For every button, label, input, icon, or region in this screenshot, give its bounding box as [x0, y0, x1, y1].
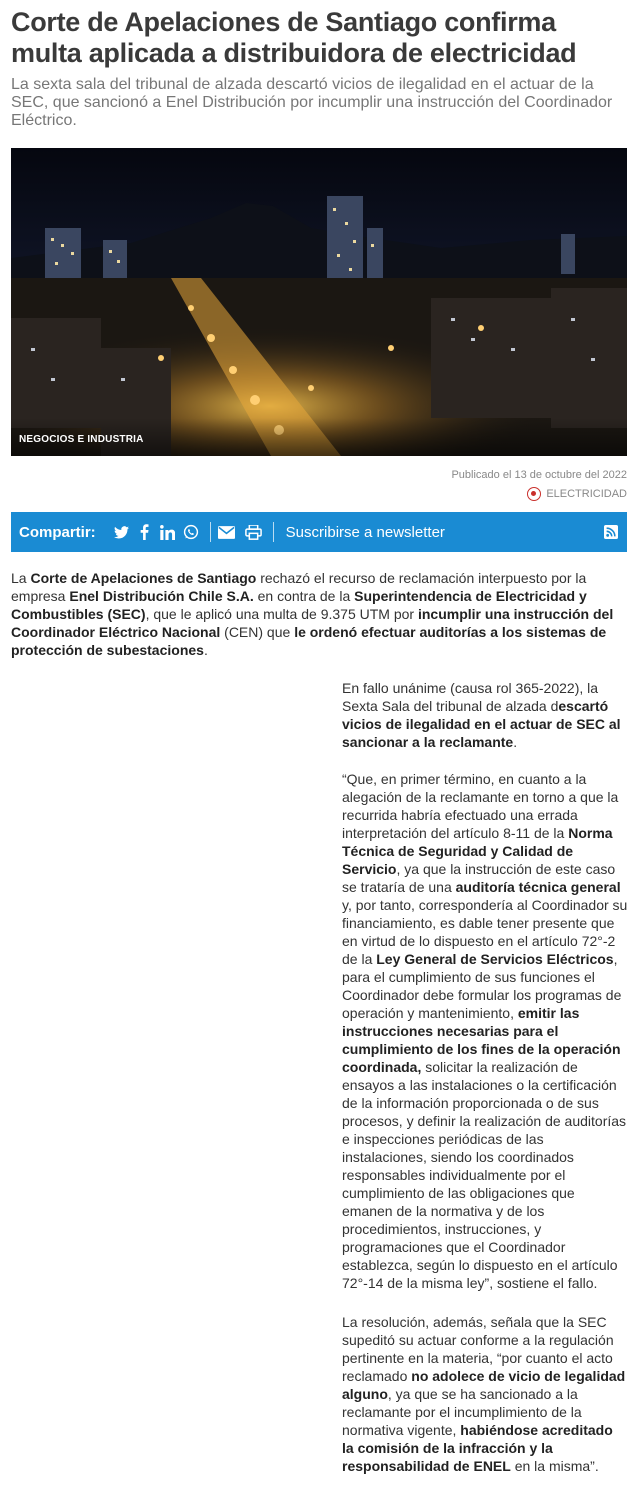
linkedin-icon[interactable]	[158, 522, 178, 542]
share-bar	[11, 512, 627, 552]
lead-paragraph: La Corte de Apelaciones de Santiago rechazó el recurso de reclamación interpuesto por la empresa Enel Distribución Chile S.A. en contra de la Superintendencia de Electricidad y Combustibles (SEC), que le aplicó una multa de 9.375 UTM por incumplir una instrucción del Coordinador Eléctrico Nacional (CEN) que le ordenó efectuar auditorías a los sistemas de protección de subestaciones.	[11, 570, 614, 658]
hero-category-label[interactable]: NEGOCIOS E INDUSTRIA	[19, 434, 144, 445]
category-dot-icon	[527, 487, 541, 501]
category-label: ELECTRICIDAD	[546, 488, 627, 500]
body-paragraph-2: “Que, en primer término, en cuanto a la alegación de la reclamante en torno a que la recurrida habría efectuado una errada interpretación del artículo 8-11 de la Norma Técnica de Seguridad y Calidad de Servicio, ya que la instrucción de este caso se trataría de una auditoría técnica general y, por tanto, correspondería al Coordinador su financiamiento, es dable tener presente que en virtud de lo dispuesto en el artículo 72°-2 de la Ley General de Servicios Eléctricos, para el cumplimiento de sus funciones el Coordinador debe formular los programas de operación y mantenimiento, emitir las instrucciones necesarias para el cumplimiento de los fines de la operación coordinada, solicitar la realización de ensayos a las instalaciones o la certificación de la información proporcionada o de sus procesos, y definir la realización de auditorías e inspecciones periódicas de las instalaciones, siendo los coordinados responsables individualmente por el cumplimiento de las obligaciones que emanen de la normativa y de los procedimientos, instrucciones, y programaciones que el Coordinador establezca, según lo dispuesto en el artículo 72°-14 de la misma ley”, sostiene el fallo.	[342, 771, 628, 1291]
category-link[interactable]	[527, 486, 627, 502]
article-title: Corte de Apelaciones de Santiago confirma multa aplicada a distribuidora de electricidad	[11, 7, 577, 68]
facebook-icon[interactable]	[135, 522, 155, 542]
share-divider	[210, 522, 211, 542]
print-icon[interactable]	[244, 522, 264, 542]
body-paragraph-1: En fallo unánime (causa rol 365-2022), la Sexta Sala del tribunal de alzada descartó vicios de ilegalidad en el actuar de SEC al sancionar a la reclamante.	[342, 680, 621, 750]
whatsapp-icon[interactable]	[181, 522, 201, 542]
rss-icon[interactable]	[604, 525, 618, 539]
share-divider	[273, 522, 274, 542]
twitter-icon[interactable]	[112, 522, 132, 542]
newsletter-link[interactable]: Suscribirse a newsletter	[285, 523, 445, 541]
mail-icon[interactable]	[217, 522, 237, 542]
hero-category-overlay	[11, 418, 627, 456]
hero-image	[11, 148, 627, 456]
share-label: Compartir:	[19, 523, 96, 541]
article-subtitle: La sexta sala del tribunal de alzada descartó vicios de ilegalidad en el actuar de la SEC, que sancionó a Enel Distribución por incumplir una instrucción del Coordinador Eléctrico.	[11, 76, 613, 129]
body-paragraph-3: La resolución, además, señala que la SEC supeditó su actuar conforme a la regulación pertinente en la materia, “por cuanto el acto reclamado no adolece de vicio de legalidad alguno, ya que se ha sancionado a la reclamante por el incumplimiento de la normativa vigente, habiéndose acreditado la comisión de la infracción y la responsabilidad de ENEL en la misma”.	[342, 1314, 626, 1474]
publish-date: Publicado el 13 de octubre del 2022	[451, 469, 627, 481]
night-city-photo	[11, 148, 627, 456]
